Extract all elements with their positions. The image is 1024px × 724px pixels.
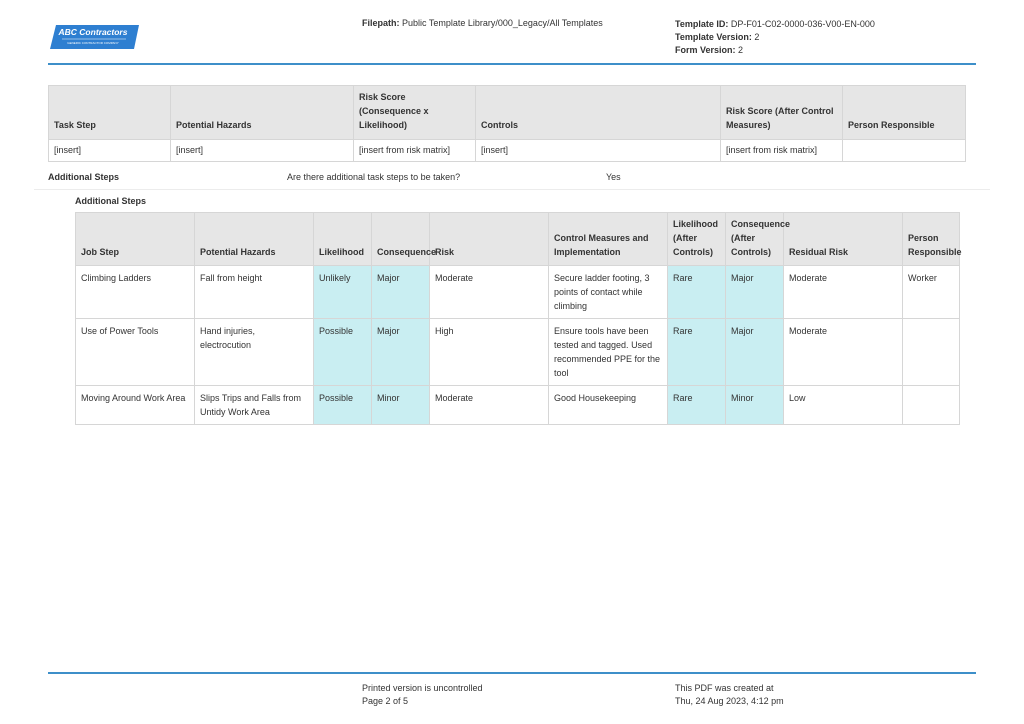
table-row	[76, 386, 960, 425]
footer-divider	[48, 672, 976, 674]
additional-steps-answer: Yes	[606, 172, 621, 182]
print-note: Printed version is uncontrolled	[362, 683, 483, 693]
table-row	[76, 266, 960, 319]
person-responsible-cell	[843, 140, 966, 162]
form-version-line	[675, 44, 875, 57]
risk-score-cell: [insert from risk matrix]	[354, 140, 476, 162]
additional-steps-label: Additional Steps	[48, 172, 120, 182]
task-table	[48, 85, 966, 162]
col-header-likelihood-after: Likelihood (After Controls)	[668, 213, 726, 266]
col-header-consequence-after: Consequence (After Controls)	[726, 213, 784, 266]
residual-risk-cell: Moderate	[784, 266, 903, 319]
likelihood-after-cell: Rare	[668, 266, 726, 319]
additional-steps-section-title: Additional Steps	[75, 196, 147, 206]
filepath-value: Public Template Library/000_Legacy/All Templates	[402, 18, 603, 28]
person-responsible-cell: Worker	[903, 266, 960, 319]
consequence-cell: Major	[372, 319, 430, 386]
filepath	[362, 18, 603, 28]
page-number: Page 2 of 5	[362, 696, 409, 706]
controls-cell: [insert]	[476, 140, 721, 162]
table-row	[49, 140, 966, 162]
logo-text: ABC Contractors	[58, 27, 128, 37]
control-measures-cell: Ensure tools have been tested and tagged. Used recommended PPE for the tool	[549, 319, 668, 386]
likelihood-cell: Possible	[314, 386, 372, 425]
likelihood-cell: Unlikely	[314, 266, 372, 319]
footer-created-info	[675, 682, 784, 708]
created-date: Thu, 24 Aug 2023, 4:12 pm	[675, 696, 784, 706]
col-header-potential-hazards: Potential Hazards	[171, 86, 354, 140]
template-version-label: Template Version:	[675, 32, 752, 42]
consequence-after-cell: Major	[726, 266, 784, 319]
additional-steps-table	[75, 212, 960, 425]
residual-risk-cell: Low	[784, 386, 903, 425]
risk-cell: High	[430, 319, 549, 386]
consequence-after-cell: Major	[726, 319, 784, 386]
col-header-likelihood: Likelihood	[314, 213, 372, 266]
potential-hazards-cell: Hand injuries, electrocution	[195, 319, 314, 386]
col-header-person-responsible: Person Responsible	[843, 86, 966, 140]
risk-score-after-cell: [insert from risk matrix]	[721, 140, 843, 162]
consequence-cell: Minor	[372, 386, 430, 425]
table-row	[76, 319, 960, 386]
consequence-cell: Major	[372, 266, 430, 319]
job-step-cell: Moving Around Work Area	[76, 386, 195, 425]
likelihood-after-cell: Rare	[668, 319, 726, 386]
form-version-label: Form Version:	[675, 45, 736, 55]
control-measures-cell: Good Housekeeping	[549, 386, 668, 425]
additional-steps-question: Are there additional task steps to be taken?	[287, 172, 461, 182]
template-version-line	[675, 31, 875, 44]
template-meta	[675, 18, 875, 57]
created-note: This PDF was created at	[675, 683, 774, 693]
risk-cell: Moderate	[430, 266, 549, 319]
task-table-header-row	[49, 86, 966, 140]
header-divider	[48, 63, 976, 65]
page-header	[48, 14, 976, 64]
person-responsible-cell	[903, 319, 960, 386]
col-header-person-responsible: Person Responsible	[903, 213, 960, 266]
col-header-risk-score: Risk Score (Consequence x Likelihood)	[354, 86, 476, 140]
job-step-cell: Use of Power Tools	[76, 319, 195, 386]
col-header-consequence: Consequence	[372, 213, 430, 266]
additional-steps-question-row	[34, 166, 990, 190]
task-step-cell: [insert]	[49, 140, 171, 162]
col-header-risk-score-after: Risk Score (After Control Measures)	[721, 86, 843, 140]
job-step-cell: Climbing Ladders	[76, 266, 195, 319]
risk-cell: Moderate	[430, 386, 549, 425]
col-header-task-step: Task Step	[49, 86, 171, 140]
steps-table-header-row	[76, 213, 960, 266]
person-responsible-cell	[903, 386, 960, 425]
form-version-value: 2	[738, 45, 744, 55]
logo-tagline: GENERIC CONTRACTOR COMPANY	[67, 41, 119, 45]
template-id-label: Template ID:	[675, 19, 729, 29]
potential-hazards-cell: Slips Trips and Falls from Untidy Work Area	[195, 386, 314, 425]
col-header-residual-risk: Residual Risk	[784, 213, 903, 266]
footer-print-info	[362, 682, 483, 708]
col-header-job-step: Job Step	[76, 213, 195, 266]
template-id-line	[675, 18, 875, 31]
likelihood-cell: Possible	[314, 319, 372, 386]
col-header-controls: Controls	[476, 86, 721, 140]
potential-hazards-cell: Fall from height	[195, 266, 314, 319]
col-header-risk: Risk	[430, 213, 549, 266]
filepath-label: Filepath:	[362, 18, 400, 28]
col-header-potential-hazards: Potential Hazards	[195, 213, 314, 266]
control-measures-cell: Secure ladder footing, 3 points of contact while climbing	[549, 266, 668, 319]
col-header-control-measures: Control Measures and Implementation	[549, 213, 668, 266]
company-logo	[48, 24, 142, 50]
template-id-value: DP-F01-C02-0000-036-V00-EN-000	[730, 19, 875, 29]
consequence-after-cell: Minor	[726, 386, 784, 425]
potential-hazards-cell: [insert]	[171, 140, 354, 162]
likelihood-after-cell: Rare	[668, 386, 726, 425]
template-version-value: 2	[754, 32, 760, 42]
residual-risk-cell: Moderate	[784, 319, 903, 386]
